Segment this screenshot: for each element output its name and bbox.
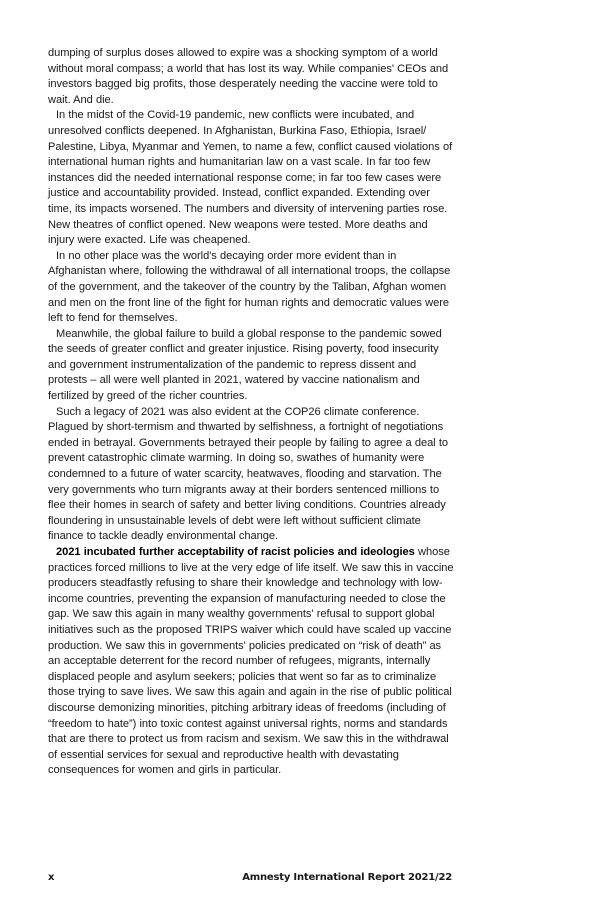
paragraph-continuation: dumping of surplus doses allowed to expire was a shocking symptom of a world without moral compass; a world that has lost its way. While companies' CEOs and investors bagged big profits, those desperately needing the vaccine were told to wait. And die. — [48, 47, 449, 106]
paragraph-racist-policies — [48, 545, 454, 779]
paragraph-body-text: whose practices forced millions to live at the very edge of life itself. We saw this in vaccine producers steadfastly refusing to share their knowledge and technology with low-income countries, preventing the expansion of manufacturing needed to close the gap. We saw this again in many wealthy governments' refusal to support global initiatives such as the proposed TRIPS waiver which could have scaled up vaccine production. We saw this in governments' policies predicated on “risk of death” as an acceptable deterrent for the record number of refugees, migrants, internally displaced people and asylum seekers; policies that went so far as to criminalize those trying to save lives. We saw this again and again in the rise of public political discourse demonizing minorities, pitching arbitrary ideas of freedoms (including of “freedom to hate”) into toxic contest against universal rights, norms and standards that are there to protect us from racism and sexism. We saw this in the withdrawal of essential services for sexual and reproductive health with devastating consequences for women and girls in particular. — [48, 546, 454, 777]
page-footer — [48, 872, 452, 883]
paragraph-cop26: Such a legacy of 2021 was also evident at the COP26 climate conference. Plagued by short-termism and thwarted by selfishness, a fortnight of negotiations ended in betrayal. Governments betrayed their people by failing to agree a deal to prevent catastrophic climate warming. In doing so, swathes of humanity were condemned to a future of water scarcity, heatwaves, flooding and starvation. The very governments who turn migrants away at their borders sentenced millions to flee their homes in search of safety and better living conditions. Countries already floundering in unsustainable levels of debt were left without sufficient climate finance to tackle deadly environmental change. — [48, 405, 448, 543]
paragraph-global-failure: Meanwhile, the global failure to build a global response to the pandemic sowed the seeds of greater conflict and greater injustice. Rising poverty, food insecurity and government instrumentalization of the pandemic to repress dissent and protests – all were well planted in 2021, watered by vaccine nationalism and fertilized by greed of the richer countries. — [48, 327, 442, 403]
publication-title: Amnesty International Report 2021/22 — [242, 872, 452, 883]
page-number: x — [48, 872, 55, 883]
paragraph-lead-bold: 2021 incubated further acceptability of racist policies and ideologies — [56, 546, 415, 558]
main-text-column — [48, 46, 454, 779]
paragraph-conflicts: In the midst of the Covid-19 pandemic, new conflicts were incubated, and unresolved conflicts deepened. In Afghanistan, Burkina Faso, Ethiopia, Israel/ Palestine, Libya, Myanmar and Yemen, to name a few, conflict caused violations of international human rights and humanitarian law on a vast scale. In far too few instances did the needed international response come; in far too few cases were justice and accountability provided. Instead, conflict expanded. Extending over time, its impacts worsened. The numbers and diversity of intervening parties rose. New theatres of conflict opened. New weapons were tested. More deaths and injury were exacted. Life was cheapened. — [48, 109, 453, 247]
paragraph-afghanistan: In no other place was the world's decaying order more evident than in Afghanistan where, following the withdrawal of all international troops, the collapse of the government, and the takeover of the country by the Taliban, Afghan women and men on the front line of the fight for human rights and democratic values were left to fend for themselves. — [48, 249, 451, 325]
